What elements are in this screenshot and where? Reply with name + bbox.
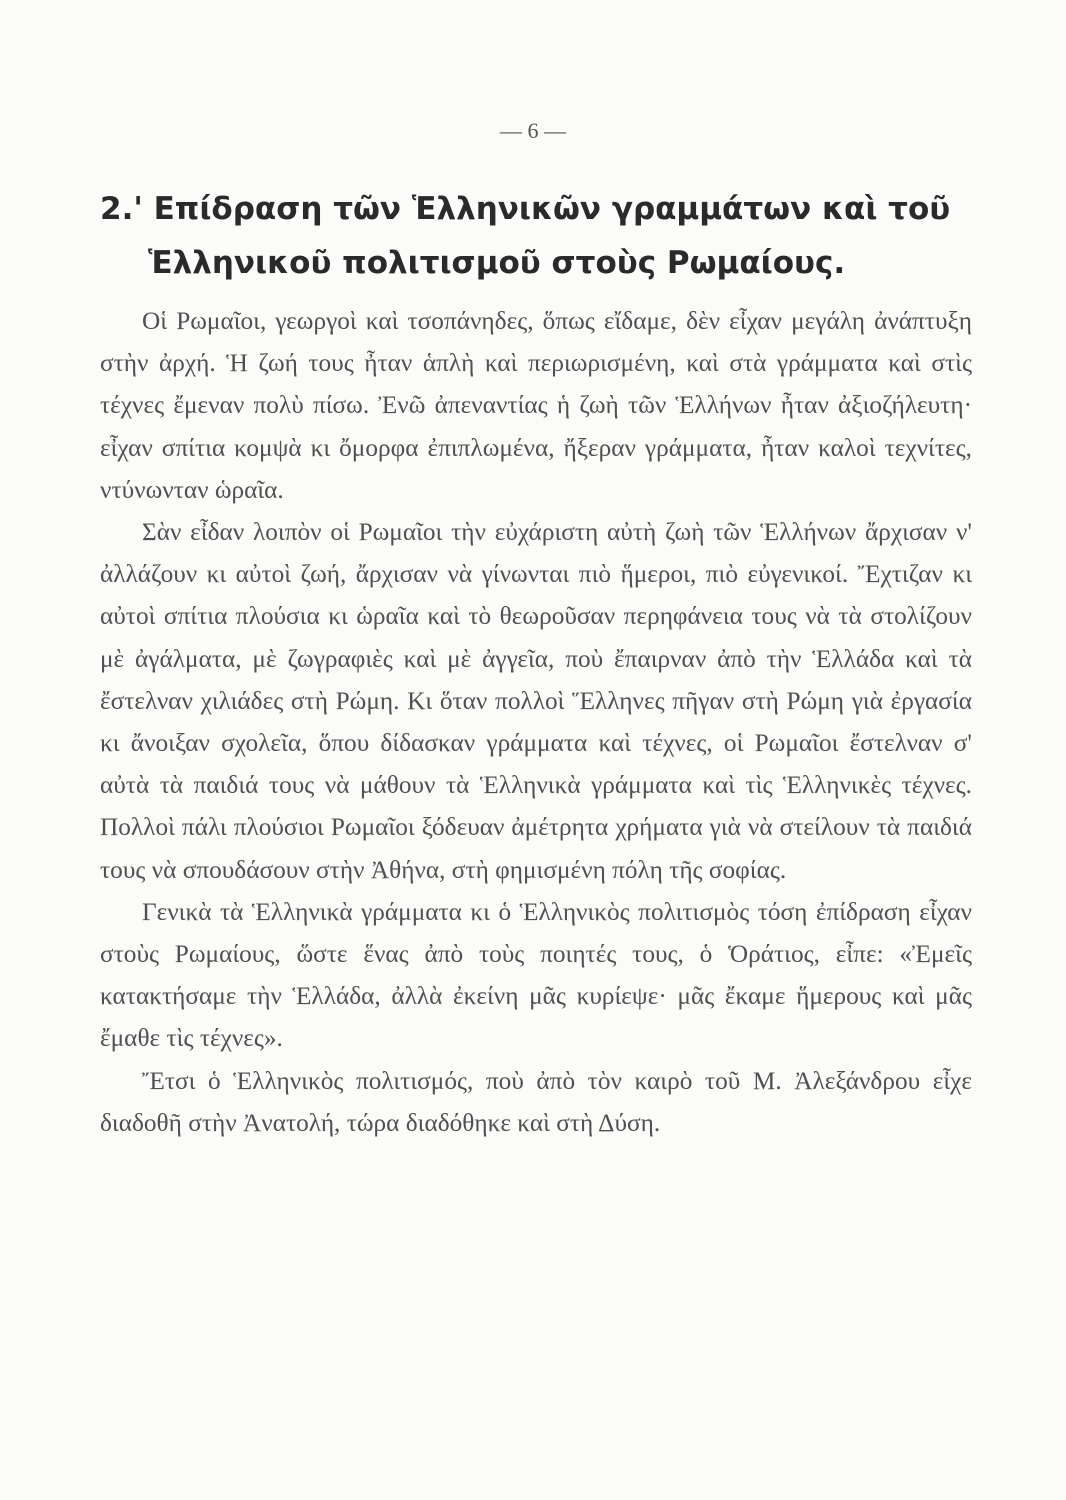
paragraph-1: Οἱ Ρωμαῖοι, γεωργοὶ καὶ τσοπάνηδες, ὅπως εἴδαμε, δὲν εἶχαν μεγάλη ἀνάπτυξη στὴν ἀρχή. Ἡ ζωή τους ἦταν ἁπλὴ καὶ περιωρισμένη, καὶ στὰ γράμματα καὶ στὶς τέχνες ἔμεναν πολὺ πίσω. Ἐνῶ ἀπεναντίας ἡ ζωὴ τῶν Ἑλλήνων ἦταν ἀξιοζήλευτη· εἶχαν σπίτια κομψὰ κι ὄμορφα ἐπιπλωμένα, ἤξεραν γράμματα, ἦταν καλοὶ τεχνίτες, ντύνωνταν ὡραῖα. bbox=[100, 307, 972, 504]
section-heading-line-1: 2.' Επίδραση τῶν Ἑλληνικῶν γραμμάτων καὶ τοῦ bbox=[100, 191, 951, 227]
paragraph-3: Γενικὰ τὰ Ἑλληνικὰ γράμματα κι ὁ Ἑλληνικὸς πολιτισμὸς τόση ἐπίδραση εἶχαν στοὺς Ρωμαίους, ὥστε ἕνας ἀπὸ τοὺς ποιητές τους, ὁ Ὁράτιος, εἶπε: «Ἐμεῖς κατακτήσαμε τὴν Ἑλλάδα, ἀλλὰ ἐκείνη μᾶς κυρίεψε· μᾶς ἔκαμε ἥμερους καὶ μᾶς ἔμαθε τὶς τέχνες». bbox=[100, 897, 972, 1053]
body-text bbox=[100, 300, 972, 1144]
page-number: — 6 — bbox=[500, 118, 566, 143]
paragraph-2: Σὰν εἶδαν λοιπὸν οἱ Ρωμαῖοι τὴν εὐχάριστη αὐτὴ ζωὴ τῶν Ἑλλήνων ἄρχισαν ν' ἀλλάζουν κι αὐτοὶ ζωή, ἄρχισαν νὰ γίνωνται πιὸ ἥμεροι, πιὸ εὐγενικοί. Ἔχτιζαν κι αὐτοὶ σπίτια πλούσια κι ὡραῖα καὶ τὸ θεωροῦσαν περηφάνεια τους νὰ τὰ στολίζουν μὲ ἀγάλματα, μὲ ζωγραφιὲς καὶ μὲ ἀγγεῖα, ποὺ ἔπαιρναν ἀπὸ τὴν Ἑλλάδα καὶ τὰ ἔστελναν χιλιάδες στὴ Ρώμη. Κι ὅταν πολλοὶ Ἕλληνες πῆγαν στὴ Ρώμη γιὰ ἐργασία κι ἄνοιξαν σχολεῖα, ὅπου δίδασκαν γράμματα καὶ τέχνες, οἱ Ρωμαῖοι ἔστελναν σ' αὐτὰ τὰ παιδιά τους νὰ μάθουν τὰ Ἑλληνικὰ γράμματα καὶ τὶς Ἑλληνικὲς τέχνες. Πολλοὶ πάλι πλούσιοι Ρωμαῖοι ξόδευαν ἀμέτρητα χρήματα γιὰ νὰ στείλουν τὰ παιδιά τους νὰ σπουδάσουν στὴν Ἀθήνα, στὴ φημισμένη πόλη τῆς σοφίας. bbox=[100, 518, 972, 884]
section-heading bbox=[100, 182, 970, 290]
paragraph-4: Ἔτσι ὁ Ἑλληνικὸς πολιτισμός, ποὺ ἀπὸ τὸν καιρὸ τοῦ Μ. Ἀλεξάνδρου εἶχε διαδοθῆ στὴν Ἀνατολή, τώρα διαδόθηκε καὶ στὴ Δύση. bbox=[100, 1066, 972, 1137]
section-heading-line-2: Ἑλληνικοῦ πολιτισμοῦ στοὺς Ρωμαίους. bbox=[148, 245, 846, 281]
